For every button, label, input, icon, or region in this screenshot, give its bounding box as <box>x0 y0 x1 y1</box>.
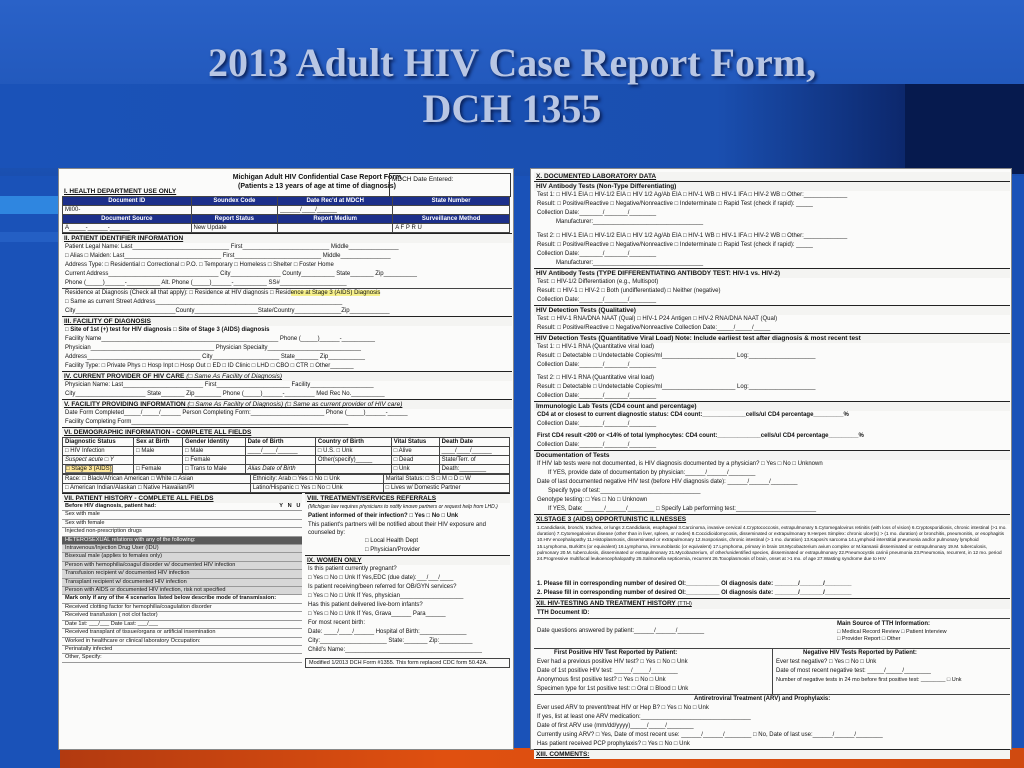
col-surveillance-method: Surveillance Method <box>393 215 510 224</box>
history-and-treatment <box>62 493 512 683</box>
section-opportunistic-illnesses: XI.STAGE 3 (AIDS) OPPORTUNISTIC ILLNESSES <box>534 514 1010 524</box>
slide-title <box>0 40 1024 132</box>
provider-city-row[interactable]: City_____________________ State_______ Zip________ Phone (_____)______-_________ Med Rec No.__________ <box>65 391 385 397</box>
women-birth-city[interactable]: City:____________________ State:_______ Zip:__________ <box>308 638 473 644</box>
demo-stage3-cell[interactable] <box>63 465 134 474</box>
demo-gender-male[interactable]: □ Male <box>183 447 246 456</box>
cd4-first[interactable]: First CD4 result <200 or <14% of total lymphocytes: CD4 count:_____________cells/ul CD4 percentage_________% <box>537 433 864 439</box>
negative-tests-count[interactable]: Number of negative tests in 24 mo before first positive test: ________ □ Unk <box>776 677 962 683</box>
demo-country-other[interactable]: Other(specify)_____ <box>315 456 391 465</box>
report-status-field[interactable]: New Update <box>191 224 278 233</box>
history-item-sex-female[interactable]: Sex with female <box>62 520 302 528</box>
oi-list-text: 1.Candidiasis, bronchi, trachea, or lungs 2.Candidiasis, esophageal 3.Carcinoma, invasive cervical 4.Cryptococcosis, extrapulmonary 5.Cytomegalovirus retinitis (with loss of vision) 6.Cryptosporidiosis, chronic intestinal (>1 mo. duration) 7.Cytomegalovirus disease (other than in liver, spleen, or nodes) 8.Coccidioidomycosis, disseminated or extrapulmonary 9.Herpes Simplex: chronic ulcer(s) > (1 mo. duration) or bronchitis, pneumonitis, or esophagitis 10.HIV encephalopathy 11.Histoplasmosis, disseminated or extrapulmonary 12.Isosporiasis, chronic intestinal (> 1 mo. duration) 13.Kaposi's sarcoma 14.Lymphoid interstitial pneumonia and/or pulmonary lymphoid 15.Lymphoma, Burkitt's (or equivalent) 16.Lymphoma, immunoblastic (or equivalent) 17.Lymphoma, primary in brain 18.Mycobacterium avium complex or M.kansasii disseminated or extrapulmonary 19.M. tuberculosis, pulmonary 20.M. tuberculosis, disseminated or extrapulmonary 21.Mycobacterium, of other/unidentified species, disseminated or extrapulmonary 22.Pneumocystis carinii pneumonia 23.Pneumonia, recurrent, in 12 mo. period 24.Progressive multifocal leukoencephalopathy 25.Salmonella septicemia, recurrent 26.Toxoplasmosis of brain, onset at >1 mo. of age 27.Wasting syndrome due to HIV <box>537 525 1007 562</box>
demo-dob[interactable]: ____/____/______ <box>245 447 315 456</box>
history-n: N <box>287 503 292 509</box>
residence-label-a: Residence at Diagnosis (Check all that apply): □ Residence at HIV diagnosis □ Resid <box>65 290 291 296</box>
section-facility-providing-note: (□ Same As Facility of Diagnosis) (□ Same as current provider of HIV care) <box>187 401 403 408</box>
current-address-row[interactable]: Current Address_________________________________ City_______________ County__________ State_______ Zip__________ <box>65 271 417 277</box>
history-heterosexual-header: HETEROSEXUAL relations with any of the following: <box>62 537 302 545</box>
treatment-column <box>305 493 510 668</box>
section-current-provider <box>62 371 512 381</box>
arv-medication[interactable]: If yes, list at least one ARV medication:_________________________________ <box>537 714 751 720</box>
document-source-field[interactable]: A_____-______-______ <box>63 224 192 233</box>
history-item-idu[interactable]: Intravenous/Injection Drug User (IDU) <box>62 545 302 553</box>
phone-row[interactable]: Phone (_____)______-__________ Alt. Phone (_____)______-__________ SS#____________________ <box>65 280 347 286</box>
slide-accent-strip-2 <box>0 232 60 242</box>
treatment-partner-notify: This patient's partners will be notified about their HIV exposure and counseled by: <box>308 522 486 536</box>
arv-current[interactable]: Currently using ARV? □ Yes, Date of most recent use: ______/______/________ □ No, Date of last use:______/______/________ <box>537 732 883 738</box>
history-item-other[interactable]: Other, Specify: <box>62 654 302 662</box>
ethnicity-row-2[interactable]: Latino/Hispanic □ Yes □ No □ Unk <box>250 484 383 493</box>
tth-date-answered[interactable]: Date questions answered by patient:______/______/________ <box>537 628 705 634</box>
type-diff-title: HIV Antibody Tests (TYPE DIFFERENTIATING ANTIBODY TEST: HIV-1 vs. HIV-2) <box>534 268 1010 278</box>
arv-ever-used[interactable]: Ever used ARV to prevent/treat HIV or Hep B? □ Yes □ No □ Unk <box>537 705 709 711</box>
negative-tests-column <box>772 649 1010 695</box>
qualitative-title: HIV Detection Tests (Qualitative) <box>534 305 1010 315</box>
cd4-current[interactable]: CD4 at or closest to current diagnostic status: CD4 count:_____________cells/ul CD4 percentage_________% <box>537 412 849 418</box>
documentation-title: Documentation of Tests <box>534 450 1010 460</box>
history-question-text: Before HIV diagnosis, patient had: <box>65 503 157 509</box>
type-diff-collection[interactable]: Collection Date:_______/_______/________ <box>537 297 657 303</box>
form-header-subtitle: (Patients ≥ 13 years of age at time of diagnosis) <box>238 183 396 190</box>
demo-col-vital-status: Vital Status <box>391 438 439 447</box>
viral-load-test2[interactable]: Test 2: □ HIV-1 RNA (Quantitative viral load) <box>537 375 655 381</box>
facility-address-row[interactable]: Address__________________________________ City____________________ State_______ Zip___________ <box>65 354 365 360</box>
facility-type-row[interactable]: Facility Type: □ Private Phys □ Hosp Inpt □ Hosp Out □ ED □ ID Clinic □ LHD □ CBO □ CTR □ Other_______ <box>65 363 354 369</box>
history-item-transfusion-dates[interactable]: Date 1st: ___/___ Date Last: ___/___ <box>62 621 302 629</box>
tth-tests-block <box>534 649 1010 695</box>
antibody-tests-title: HIV Antibody Tests (Non-Type Differentiating) <box>534 181 1010 191</box>
treatment-option-physician[interactable]: □ Physician/Provider <box>365 547 420 553</box>
history-item-bisexual[interactable]: Bisexual male (applies to females only) <box>62 553 302 561</box>
antibody-collection1[interactable]: Collection Date:_______/_______/________ <box>537 210 657 216</box>
state-number-field[interactable] <box>393 206 510 215</box>
type-diff-test[interactable]: Test: □ HIV-1/2 Differentiation (e.g., Multispot) <box>537 279 659 285</box>
report-medium-field[interactable] <box>278 224 393 233</box>
antibody-manufacturer2[interactable]: Manufacturer:_________________________________ <box>556 260 704 266</box>
patient-name-row[interactable]: Patient Legal Name: Last_____________________________ First__________________________ Middle_______________ <box>65 244 399 250</box>
qualitative-test[interactable]: Test: □ HIV-1 RNA/DNA NAAT (Qual) □ HIV-1 P24 Antigen □ HIV-2 RNA/DNA NAAT (Qual) <box>537 316 778 322</box>
race-ethnicity-table <box>62 474 510 493</box>
documentation-date[interactable]: If YES, provide date of documentation by physician:______/______/________ <box>548 470 756 476</box>
section-demographic: VI. DEMOGRAPHIC INFORMATION - COMPLETE ALL FIELDS <box>62 427 512 437</box>
demo-col-gender-identity: Gender Identity <box>183 438 246 447</box>
demo-stage3-highlight: □ Stage 3 (AIDS) <box>66 466 112 472</box>
antibody-test2[interactable]: Test 2: □ HIV-1 EIA □ HIV-1/2 EIA □ HIV 1/2 Ag/Ab EIA □ HIV-1 WB □ HIV-1 IFA □ HIV-2 WB □ Other:_____________ <box>537 233 848 239</box>
section-current-provider-title: IV. CURRENT PROVIDER OF HIV CARE <box>64 373 185 380</box>
col-soundex: Soundex Code <box>191 197 278 206</box>
section-treatment-referrals: VIII. TREATMENT/SERVICES REFERRALS <box>305 493 510 503</box>
history-item-tissue-transplant[interactable]: Received transplant of tissue/organs or artificial insemination <box>62 629 302 637</box>
demo-col-death-date: Death Date <box>439 438 509 447</box>
viral-load-collection1[interactable]: Collection Date:_______/_______/________ <box>537 362 657 368</box>
oi-entry-1[interactable]: 1. Please fill in corresponding number of desired OI:__________ OI diagnosis date: _______/_______/________ <box>537 581 852 587</box>
demo-country-us[interactable]: □ U.S. □ Unk <box>315 447 391 456</box>
history-u: U <box>296 503 301 509</box>
arv-first-use[interactable]: Date of first ARV use (mm/dd/yyyy)_____/_____/________ <box>537 723 694 729</box>
cd4-first-collection[interactable]: Collection Date:_______/_______/________ <box>537 442 657 448</box>
history-yn-header <box>279 503 302 510</box>
col-document-id: Document ID <box>63 197 192 206</box>
soundex-field[interactable] <box>191 206 278 215</box>
first-positive-specimen[interactable]: Specimen type for 1st positive test: □ Oral □ Blood □ Unk <box>537 686 689 692</box>
first-positive-date[interactable]: Date of 1st positive HIV test: _____/_____/________ <box>537 668 678 674</box>
section-women-only: IX. WOMEN ONLY <box>305 555 510 565</box>
marital-row-2[interactable]: □ Lives w/ Domestic Partner <box>383 484 509 493</box>
section-health-dept: I. HEALTH DEPARTMENT USE ONLY <box>64 188 177 195</box>
antibody-manufacturer1[interactable]: Manufacturer:_________________________________ <box>556 219 704 225</box>
provider-name-row[interactable]: Physician Name: Last________________________ First______________________ Facility___________________ <box>65 382 374 388</box>
facility-name-row[interactable]: Facility Name_____________________________________________________ Phone (_____)______-__________ <box>65 336 375 342</box>
history-item-transfusion-not-clot[interactable]: Received transfusion ( not clot factor) <box>62 612 302 620</box>
history-item-transfusion[interactable]: Transfusion recipient w/ documented HIV infection <box>62 570 302 578</box>
documentation-last-negative[interactable]: Date of last documented negative HIV test (before HIV diagnosis date): ______/______/________ <box>537 479 798 485</box>
mdch-date-label: MDCH Date Entered: <box>392 176 454 183</box>
treatment-option-lhd[interactable]: □ Local Health Dept <box>365 538 418 544</box>
tth-main-source <box>834 620 1009 643</box>
viral-load-test1[interactable]: Test 1: □ HIV-1 RNA (Quantitative viral load) <box>537 344 655 350</box>
history-item-sex-male[interactable]: Sex with male <box>62 511 302 519</box>
form-page-1-body <box>62 187 512 683</box>
demo-state-terr: State/Terr. of <box>439 456 509 465</box>
demo-empty-3 <box>315 465 391 474</box>
col-date-recd: Date Rec'd at MDCH <box>278 197 393 206</box>
women-pregnant-question: Is this patient currently pregnant? <box>308 566 397 572</box>
facility-physician-row[interactable]: Physician_____________________________________ Physician Specialty____________________________ <box>65 345 361 351</box>
cd4-current-collection[interactable]: Collection Date:_______/_______/________ <box>537 421 657 427</box>
section-patient-identifier: II. PATIENT IDENTIFIER INFORMATION <box>62 233 512 243</box>
tth-source-title: Main Source of TTH Information: <box>837 621 930 627</box>
history-mark-only-header: Mark only if any of the 4 scenarios listed below describe mode of transmission: <box>62 595 302 603</box>
demo-hiv-infection[interactable]: □ HIV Infection <box>63 447 134 456</box>
document-id-field[interactable]: MI00- <box>63 206 192 215</box>
demo-sex-female[interactable]: □ Female <box>134 465 183 474</box>
slide-title-line-2: DCH 1355 <box>422 86 602 131</box>
ethnicity-row-1[interactable]: Ethnicity: Arab □ Yes □ No □ Unk <box>250 475 383 484</box>
demo-empty-1 <box>134 456 183 465</box>
demo-gender-female[interactable]: □ Female <box>183 456 246 465</box>
demo-col-sex-at-birth: Sex at Birth <box>134 438 183 447</box>
demo-dead[interactable]: □ Dead <box>391 456 439 465</box>
form-page-2 <box>530 168 1012 758</box>
slide-title-line-1: 2013 Adult HIV Case Report Form, <box>207 40 817 85</box>
viral-load-collection2[interactable]: Collection Date:_______/_______/________ <box>537 393 657 399</box>
history-item-aids-partner[interactable]: Person with AIDS or documented HIV infection, risk not specified <box>62 587 302 595</box>
demographic-table <box>62 437 510 474</box>
section-facility-providing-title: V. FACILITY PROVIDING INFORMATION <box>64 401 186 408</box>
race-row-2[interactable]: □ American Indian/Alaskan □ Native Hawaiian/PI <box>63 484 251 493</box>
antibody-result1[interactable]: Result: □ Positive/Reactive □ Negative/Nonreactive □ Indeterminate □ Rapid Test (check if rapid): _____ <box>537 201 813 207</box>
women-delivered-answer[interactable]: □ Yes □ No □ Unk If Yes, Grava______ Para______ <box>308 611 446 617</box>
demo-alive[interactable]: □ Alive <box>391 447 439 456</box>
section-testing-treatment <box>534 598 1010 609</box>
col-document-source: Document Source <box>63 215 192 224</box>
negative-tests-ever[interactable]: Ever test negative? □ Yes □ No □ Unk <box>776 659 877 665</box>
section-facility-providing-info <box>62 399 512 409</box>
oi-entry-2[interactable]: 2. Please fill in corresponding number of desired OI:__________ OI diagnosis date: _______/_______/________ <box>537 590 852 596</box>
section-patient-history: VII. PATIENT HISTORY - COMPLETE ALL FIELDS <box>62 493 302 503</box>
demo-col-date-of-birth: Date of Birth <box>245 438 315 447</box>
demo-sex-male[interactable]: □ Male <box>134 447 183 456</box>
viral-load-result2[interactable]: Result: □ Detectable □ Undetectable Copies/ml______________________ Log:____________________ <box>537 384 816 390</box>
address-type-row[interactable]: Address Type: □ Residential □ Correctional □ P.O. □ Temporary □ Homeless □ Shelter □ Foster Home <box>65 262 334 268</box>
section-facility-of-diagnosis: III. FACILITY OF DIAGNOSIS <box>62 316 512 326</box>
facility-site-row[interactable]: □ Site of 1st (+) test for HIV diagnosis □ Site of Stage 3 (AIDS) diagnosis <box>65 327 270 333</box>
demo-death-state[interactable]: Death:________ <box>439 465 509 474</box>
col-state-number: State Number <box>393 197 510 206</box>
tth-source-opt2[interactable]: □ Provider Report □ Other <box>837 636 901 642</box>
qualitative-result[interactable]: Result: □ Positive/Reactive □ Negative/Nonreactive Collection Date:_____/_____/_____ <box>537 325 771 331</box>
demo-col-country-of-birth: Country of Birth <box>315 438 391 447</box>
demo-col-diagnostic-status: Diagnostic Status <box>63 438 134 447</box>
women-child-name[interactable]: Child's Name:_________________________________________ <box>308 647 482 653</box>
col-report-status: Report Status <box>191 215 278 224</box>
history-item-perinatal[interactable]: Perinatally infected <box>62 646 302 654</box>
viral-load-result1[interactable]: Result: □ Detectable □ Undetectable Copies/ml______________________ Log:____________________ <box>537 353 816 359</box>
negative-tests-date[interactable]: Date of most recent negative test: _____/_____/________ <box>776 668 931 674</box>
demo-vital-unk[interactable]: □ Unk <box>391 465 439 474</box>
first-positive-column <box>534 649 769 694</box>
slide-accent-strip <box>0 196 60 214</box>
section-lab-data: X. DOCUMENTED LABORATORY DATA <box>534 172 1010 181</box>
documentation-genotype[interactable]: Genotype testing: □ Yes □ No □ Unknown <box>537 497 648 503</box>
section-testing-treatment-title: XII. HIV-TESTING AND TREATMENT HISTORY <box>536 600 676 607</box>
history-item-healthcare-worker[interactable]: Worked in healthcare or clinical laboratory Occupation: <box>62 638 302 646</box>
demo-suspect-acute[interactable]: Suspect acute □ Y <box>63 456 134 465</box>
demo-trans-male[interactable]: □ Trans to Male <box>183 465 246 474</box>
residence-same-row[interactable]: □ Same as current Street Address________________________________________________________ <box>65 299 343 305</box>
demo-alias-dob[interactable]: Alias Date of Birth <box>245 465 315 474</box>
section-current-provider-note: (□ Same As Facility of Diagnosis) <box>186 373 282 380</box>
race-row-1[interactable]: Race: □ Black/African American □ White □ Asian <box>63 475 251 484</box>
form-page-1 <box>58 168 514 750</box>
history-item-hemophilia[interactable]: Person with hemophilia/coagul disorder w/ documented HIV infection <box>62 562 302 570</box>
first-positive-ever[interactable]: Ever had a previous positive HIV test? □ Yes □ No □ Unk <box>537 659 688 665</box>
tth-source-opt1[interactable]: □ Medical Record Review □ Patient Interview <box>837 629 947 635</box>
history-item-transplant[interactable]: Transplant recipient w/ documented HIV infection <box>62 579 302 587</box>
patient-history-column <box>62 493 302 663</box>
women-pregnant-answer[interactable]: □ Yes □ No □ Unk If Yes,EDC (due date):___/___/____ <box>308 575 454 581</box>
treatment-law-note: (Michigan law requires physicians to notify known partners or request help from LHD.) <box>308 504 498 510</box>
facility-completing-row[interactable]: Facility Completing Form_________________________________________________________________ <box>65 419 349 425</box>
surveillance-method-field[interactable]: A F P R U <box>393 224 510 233</box>
type-diff-result[interactable]: Result: □ HIV-1 □ HIV-2 □ Both (undifferentiated) □ Neither (negative) <box>537 288 721 294</box>
demo-death-date[interactable]: ____/____/______ <box>439 447 509 456</box>
first-positive-title: First Positive HIV Test Reported by Patient: <box>554 650 678 656</box>
history-list <box>62 503 302 663</box>
section-comments: XIII. COMMENTS: <box>534 749 1010 759</box>
section-testing-treatment-sub: (TTH) <box>677 601 692 607</box>
antibody-result2[interactable]: Result: □ Positive/Reactive □ Negative/Nonreactive □ Indeterminate □ Rapid Test (check if rapid): _____ <box>537 242 813 248</box>
antibody-test1[interactable]: Test 1: □ HIV-1 EIA □ HIV-1/2 EIA □ HIV 1/2 Ag/Ab EIA □ HIV-1 WB □ HIV-1 IFA □ HIV-2 WB □ Other:_____________ <box>537 192 848 198</box>
treatment-informed-question[interactable]: Patient informed of their infection? □ Yes □ No □ Unk <box>308 513 459 519</box>
women-birth-date[interactable]: Date: ____/____/______ Hospital of Birth:______________ <box>308 629 467 635</box>
col-report-medium: Report Medium <box>278 215 393 224</box>
date-form-completed-row[interactable]: Date Form Completed_____/_____/______ Person Completing Form:______________________ Phone (_____)______-______ <box>65 410 408 416</box>
history-item-injected-drugs[interactable]: Injected non-prescription drugs <box>62 528 302 536</box>
tth-header-block <box>534 619 1010 649</box>
history-y: Y <box>279 503 283 509</box>
date-recd-field[interactable]: ______/____/______ <box>278 206 393 215</box>
demo-empty-2 <box>245 456 315 465</box>
documentation-test-type[interactable]: Specify type of test:______________________________ <box>548 488 701 494</box>
women-recent-birth: For most recent birth: <box>308 620 366 626</box>
residence-city-row[interactable]: City______________________________County___________________State/Country______________Zip____________ <box>65 308 390 314</box>
patient-alias-row[interactable]: □ Alias □ Maiden: Last_____________________________ First__________________________ Middle_______________ <box>65 253 391 259</box>
antibody-collection2[interactable]: Collection Date:_______/_______/________ <box>537 251 657 257</box>
health-dept-table <box>62 196 510 233</box>
residence-at-diagnosis-row[interactable] <box>62 288 512 298</box>
women-delivered-question: Has this patient delivered live-born infants? <box>308 602 423 608</box>
marital-row-1[interactable]: Marital Status: □ S □ M □ D □ W <box>383 475 509 484</box>
documentation-physician[interactable]: If HIV lab tests were not documented, is HIV diagnosis documented by a physician? □ Yes □ No □ Unknown <box>537 461 823 467</box>
form-header-title: Michigan Adult HIV Confidential Case Report Form <box>232 174 402 181</box>
form-footer: Modified 1/2013 DCH Form #1355. This form replaced CDC form 50.42A. <box>305 658 510 668</box>
tth-document-id[interactable]: TTH Document ID: <box>534 609 1010 619</box>
negative-tests-title: Negative HIV Tests Reported by Patient: <box>803 650 917 656</box>
residence-stage3-highlight: ence at Stage 3 (AIDS) Diagnosis <box>290 290 381 296</box>
history-item-clotting[interactable]: Received clotting factor for hemophilia/coagulation disorder <box>62 604 302 612</box>
form-page-2-body <box>534 172 1010 759</box>
viral-load-title: HIV Detection Tests (Quantitative Viral Load) Note: Include earliest test after diagnosis & most recent test <box>534 333 1010 343</box>
cd4-title: Immunologic Lab Tests (CD4 count and percentage) <box>534 401 1010 411</box>
history-question <box>62 503 302 511</box>
women-obgyn-question: Is patient receiving/been referred for OB/GYN services? <box>308 584 457 590</box>
arv-title: Antiretroviral Treatment (ARV) and Prophylaxis: <box>694 696 831 702</box>
documentation-genotype-date[interactable]: If YES, Date: ______/______/________ □ Specify Lab performing test:________________________ <box>548 506 817 512</box>
first-positive-anonymous[interactable]: Anonymous first positive test? □ Yes □ No □ Unk <box>537 677 666 683</box>
arv-pcp[interactable]: Has patient received PCP prophylaxis? □ Yes □ No □ Unk <box>537 741 690 747</box>
women-obgyn-answer[interactable]: □ Yes □ No □ Unk If Yes, physician___________________ <box>308 593 464 599</box>
